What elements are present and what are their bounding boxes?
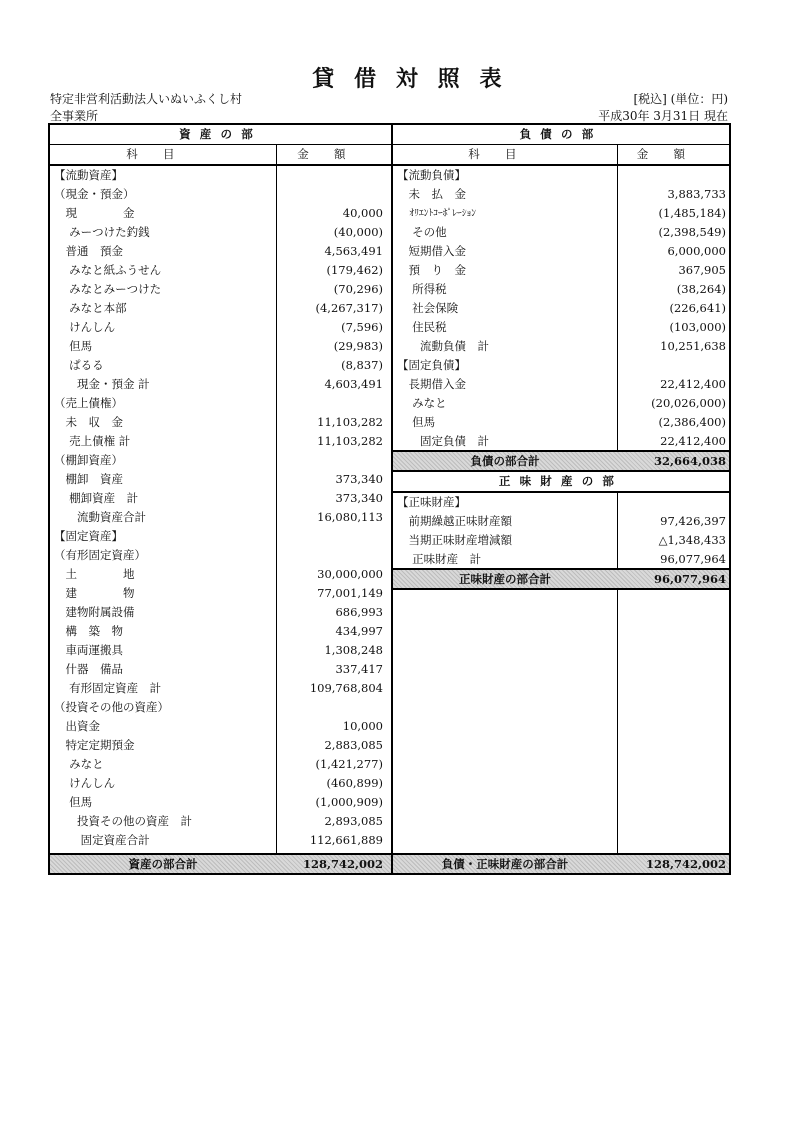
grand-total-amount: 128,742,002 [645,857,726,871]
table-row [50,394,391,413]
row-amount: (179,462) [326,263,383,277]
table-row [50,717,391,736]
row-amount [278,185,387,204]
row-amount: 686,993 [335,605,383,619]
row-label: 前期繰越正味財産額 [397,514,512,528]
row-label: 特定定期預金 [54,738,135,752]
table-row [50,166,391,185]
row-amount: 11,103,282 [317,434,383,448]
row-label: みなと紙ふうせん [54,263,162,277]
liabilities-side [393,125,729,873]
row-label: 固定資産合計 [54,833,150,847]
row-amount: 4,563,491 [324,244,383,258]
row-amount: △1,348,433 [658,533,726,547]
row-amount: 2,893,085 [324,814,383,828]
liabilities-section-header: 負債の部 [519,127,603,141]
row-label: 土 地 [54,567,135,581]
table-row [393,280,729,299]
row-amount: 109,768,804 [309,681,383,695]
row-amount: 22,412,400 [660,377,726,391]
row-label: 有形固定資産 計 [54,681,162,695]
table-row [393,261,729,280]
row-amount: (1,421,277) [315,757,383,771]
table-row [50,413,391,432]
office-label: 全事業所 [50,109,99,123]
row-label: 什器 備品 [54,662,123,676]
row-amount: 434,997 [335,624,383,638]
row-label: 但馬 [54,795,93,809]
row-amount: 1,308,248 [324,643,383,657]
row-amount: (38,264) [676,282,726,296]
row-label: 未 収 金 [54,415,123,429]
row-label: 棚卸資産 計 [54,491,139,505]
row-label: （有形固定資産） [54,548,146,562]
assets-total-amount: 128,742,002 [302,857,383,871]
row-amount: 2,883,085 [324,738,383,752]
row-label: けんしん [54,320,116,334]
row-amount: (4,267,317) [315,301,383,315]
row-label: （現金・預金） [54,187,135,201]
tax-unit-label: [税込] (単位：円) [633,92,728,106]
row-amount [278,166,387,185]
row-amount: 10,251,638 [660,339,726,353]
row-amount: 367,905 [678,263,726,277]
table-row [50,356,391,375]
row-amount: 77,001,149 [317,586,383,600]
row-label: 【固定負債】 [397,358,466,372]
row-label: 長期借入金 [397,377,466,391]
row-amount [278,394,387,413]
row-label: 短期借入金 [397,244,466,258]
net-assets-total-row [393,570,729,588]
table-row [50,622,391,641]
row-amount: (8,837) [341,358,383,372]
assets-total-row [50,855,391,873]
table-row [50,489,391,508]
table-row [50,451,391,470]
row-amount: (2,386,400) [658,415,726,429]
row-label: （棚卸資産） [54,453,123,467]
table-row [50,831,391,850]
table-row [50,337,391,356]
row-amount: (7,596) [341,320,383,334]
table-row [50,508,391,527]
table-row [50,755,391,774]
row-label: 但馬 [54,339,93,353]
row-amount: 373,340 [335,472,383,486]
row-label: 現 金 [54,206,135,220]
table-row [393,166,729,185]
table-row [50,204,391,223]
table-row [50,812,391,831]
liabilities-total-amount: 32,664,038 [653,454,726,468]
net-assets-section-header: 正味財産の部 [393,472,729,491]
row-label: （売上債権） [54,396,123,410]
amount-column-header: 金額 [297,147,371,161]
subject-column-header: 科目 [468,147,542,161]
row-label: 投資その他の資産 計 [54,814,192,828]
row-amount: 40,000 [342,206,383,220]
table-row [393,185,729,204]
row-amount: (70,296) [333,282,383,296]
row-label: 住民税 [397,320,447,334]
table-row [50,698,391,717]
organization-name: 特定非営利活動法人いぬいふくし村 [50,92,243,106]
table-row [393,299,729,318]
table-row [393,204,729,223]
row-amount: 112,661,889 [309,833,383,847]
table-row [393,493,729,512]
row-label: 車両運搬具 [54,643,123,657]
row-amount: 6,000,000 [667,244,726,258]
row-label: みなと [54,757,104,771]
table-row [393,531,729,550]
table-row [50,185,391,204]
row-amount: (40,000) [333,225,383,239]
grand-total-label: 負債・正味財産の部合計 [441,857,569,871]
row-label: 建物附属設備 [54,605,135,619]
row-amount: 97,426,397 [660,514,726,528]
row-label: 現金・預金 計 [54,377,150,391]
row-amount [619,166,730,185]
row-label: 出資金 [54,719,100,733]
row-label: 未 払 金 [397,187,466,201]
table-row [50,565,391,584]
liabilities-total-row [393,452,729,470]
row-label: 但馬 [397,415,436,429]
table-row [393,512,729,531]
table-row [393,318,729,337]
table-row [50,641,391,660]
row-label: みなと [397,396,447,410]
net-assets-total-label: 正味財産の部合計 [459,572,551,586]
table-row [50,584,391,603]
row-label: 固定負債 計 [397,434,489,448]
table-row [50,375,391,394]
table-row [393,356,729,375]
table-row [50,318,391,337]
table-row [50,470,391,489]
row-label: ｵﾘｴﾝﾄｺｰﾎﾟﾚｰｼｮﾝ [397,208,477,219]
row-amount: 30,000,000 [317,567,383,581]
row-amount: 22,412,400 [660,434,726,448]
table-row [50,299,391,318]
table-row [393,242,729,261]
table-row [50,679,391,698]
table-row [50,223,391,242]
row-label: 棚卸 資産 [54,472,123,486]
table-row [393,337,729,356]
row-amount: 337,417 [335,662,383,676]
table-row [50,432,391,451]
row-amount: 96,077,964 [660,552,726,566]
table-row [50,603,391,622]
row-label: 【固定資産】 [54,529,123,543]
row-label: 正味財産 計 [397,552,482,566]
row-amount: (29,983) [333,339,383,353]
assets-total-label: 資産の部合計 [128,857,198,871]
table-row [50,736,391,755]
row-label: 【流動資産】 [54,168,123,182]
row-label: みーつけた釣銭 [54,225,150,239]
assets-column-header [50,145,391,164]
table-row [50,261,391,280]
table-row [50,280,391,299]
table-row [393,394,729,413]
row-amount: (1,485,184) [658,206,726,220]
row-amount [278,546,387,565]
row-amount [278,527,387,546]
table-row [50,793,391,812]
net-assets-total-amount: 96,077,964 [653,572,726,586]
amount-column-header: 金額 [636,147,711,161]
row-label: 構 築 物 [54,624,123,638]
table-row [50,527,391,546]
table-row [50,546,391,565]
row-amount: 3,883,733 [667,187,726,201]
row-amount: (2,398,549) [658,225,726,239]
table-row [50,242,391,261]
as-of-date: 平成30年 3月31日 現在 [598,109,728,123]
assets-side [50,125,393,873]
row-label: 流動資産合計 [54,510,146,524]
row-amount [278,698,387,717]
row-amount: (20,026,000) [651,396,726,410]
row-label: みなと本部 [54,301,127,315]
table-row [50,660,391,679]
table-row [393,432,729,451]
row-label: 流動負債 計 [397,339,489,353]
row-label: 当期正味財産増減額 [397,533,512,547]
grand-total-row [393,855,729,873]
liabilities-column-header [393,145,729,164]
row-label: 社会保険 [397,301,459,315]
row-label: 普通 預金 [54,244,123,258]
balance-sheet-table [48,123,731,875]
row-amount: 11,103,282 [317,415,383,429]
table-row [393,413,729,432]
row-amount: 10,000 [342,719,383,733]
row-amount: 373,340 [335,491,383,505]
row-amount: (226,641) [669,301,726,315]
table-row [50,774,391,793]
row-label: 【流動負債】 [397,168,466,182]
row-amount: (460,899) [326,776,383,790]
row-label: 【正味財産】 [397,495,466,509]
row-amount: 16,080,113 [317,510,383,524]
row-label: 建 物 [54,586,135,600]
table-row [393,223,729,242]
row-label: 所得税 [397,282,447,296]
row-amount: (1,000,909) [315,795,383,809]
row-label: 売上債権 計 [54,434,131,448]
liabilities-total-label: 負債の部合計 [470,454,540,468]
row-amount: (103,000) [669,320,726,334]
row-label: 預 り 金 [397,263,466,277]
row-amount [278,451,387,470]
assets-section-header: 資産の部 [179,127,262,141]
row-amount [619,356,730,375]
table-row [393,550,729,569]
row-label: ぱるる [54,358,104,372]
row-label: （投資その他の資産） [54,700,169,714]
row-label: けんしん [54,776,116,790]
row-amount: 4,603,491 [324,377,383,391]
document-title: 貸借対照表 [312,66,522,92]
table-row [393,375,729,394]
row-amount [619,493,730,512]
subject-column-header: 科目 [126,147,200,161]
row-label: その他 [397,225,447,239]
row-label: みなとみーつけた [54,282,162,296]
